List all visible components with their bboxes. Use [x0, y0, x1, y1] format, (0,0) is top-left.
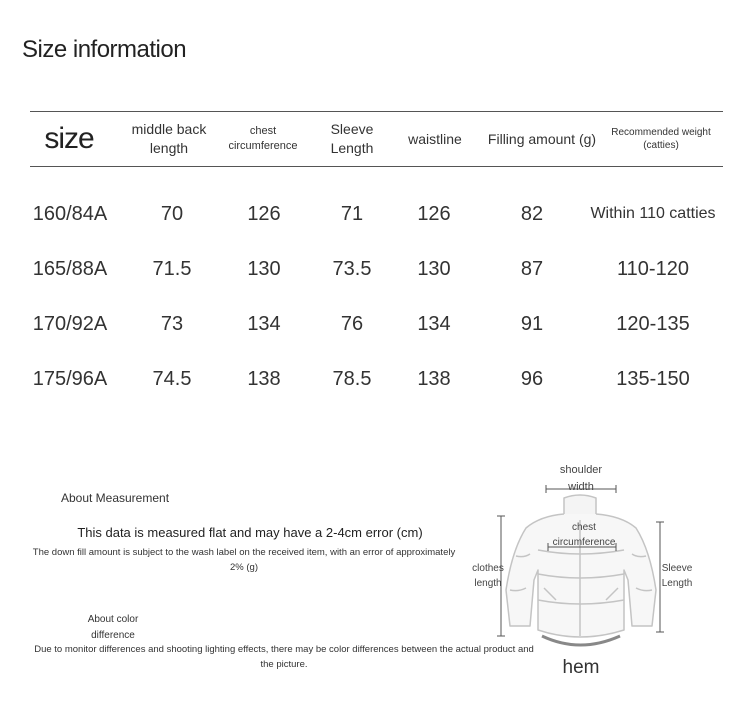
cell-size: 165/88A — [32, 257, 108, 280]
header-sleeve: Sleeve Length — [330, 121, 374, 156]
header-filling: Filling amount (g) — [487, 130, 597, 147]
sleeve-length-label: Sleeve Length — [661, 563, 693, 589]
cell-chest: 126 — [247, 202, 281, 225]
table-row — [0, 249, 750, 289]
cell-weight: Within 110 catties — [590, 205, 716, 222]
cell-size: 170/92A — [32, 312, 108, 335]
header-weight: Recommended weight (catties) — [611, 126, 711, 151]
cell-chest: 134 — [247, 312, 281, 335]
table-row — [0, 359, 750, 399]
cell-waistline: 134 — [417, 312, 451, 335]
shoulder-width-label: shoulder width — [559, 464, 603, 494]
cell-sleeve: 71 — [340, 202, 364, 225]
clothes-length-label: clothes length — [472, 563, 504, 589]
measurement-note: This data is measured flat and may have a 2-4cm error (cm) — [77, 525, 423, 540]
cell-back-length: 73 — [160, 312, 184, 335]
cell-chest: 138 — [247, 367, 281, 390]
cell-waistline: 126 — [417, 202, 451, 225]
jacket-diagram — [440, 440, 750, 690]
cell-waistline: 138 — [417, 367, 451, 390]
cell-waistline: 130 — [417, 257, 451, 280]
cell-sleeve: 78.5 — [332, 367, 372, 390]
measurement-heading: About Measurement — [60, 491, 170, 505]
table-row — [0, 304, 750, 344]
table-header-rule — [30, 166, 723, 167]
cell-back-length: 74.5 — [152, 367, 192, 390]
cell-filling: 82 — [520, 202, 544, 225]
cell-chest: 130 — [247, 257, 281, 280]
header-size: size — [44, 121, 94, 155]
header-waistline: waistline — [408, 130, 462, 147]
cell-weight: 135-150 — [616, 367, 690, 390]
down-fill-note: The down fill amount is subject to the wash label on the received item, with an error of approximately 2% (g) — [32, 547, 456, 574]
cell-weight: 110-120 — [617, 257, 689, 280]
hem-label: hem — [562, 657, 600, 678]
cell-back-length: 71.5 — [152, 257, 192, 280]
cell-size: 160/84A — [32, 202, 108, 225]
color-heading: About color difference — [87, 614, 139, 641]
cell-filling: 96 — [520, 367, 544, 390]
header-back-length: middle back length — [131, 121, 207, 156]
cell-size: 175/96A — [32, 367, 108, 390]
page-title: Size information — [22, 36, 187, 63]
cell-sleeve: 76 — [340, 312, 364, 335]
cell-filling: 91 — [520, 312, 544, 335]
cell-weight: 120-135 — [616, 312, 690, 335]
chest-circumference-label: chest circumference — [552, 522, 616, 548]
header-chest: chest circumference — [228, 125, 298, 152]
cell-back-length: 70 — [160, 202, 184, 225]
table-row — [0, 194, 750, 234]
color-note: Due to monitor differences and shooting lighting effects, there may be color differences between the actual product and the picture. — [34, 644, 534, 671]
cell-sleeve: 73.5 — [332, 257, 372, 280]
cell-filling: 87 — [520, 257, 544, 280]
